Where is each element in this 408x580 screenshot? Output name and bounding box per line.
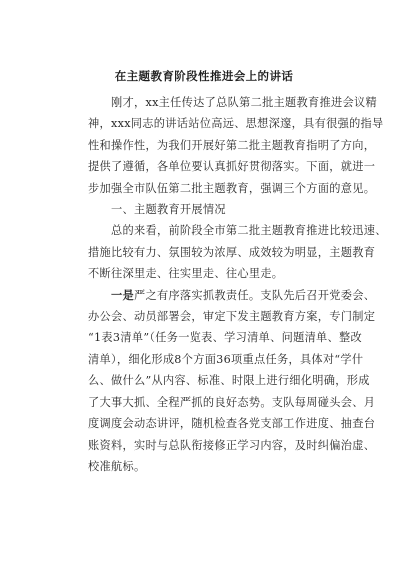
emphasis-label: 一是 — [111, 288, 134, 302]
paragraph-line — [88, 285, 376, 306]
paragraph-line: 校准航标。 — [88, 459, 146, 473]
document-body — [88, 92, 387, 477]
section-heading: 一、主题教育开展情况 — [111, 203, 226, 217]
paragraph-line: 刚才，xx主任传达了总队第二批主题教育推进会议精 — [111, 96, 377, 109]
paragraph-text: 严之有序落实抓教责任。支队先后召开党委会、 — [133, 288, 376, 302]
document-title: 在主题教育阶段性推进会上的讲话 — [114, 69, 294, 83]
paragraph-line: 总的来看，前阶段全市第二批主题教育推进比较迅速、 — [111, 224, 387, 238]
paragraph-line: 提供了遵循，各单位要认真抓好贯彻落实。下面，就进一 — [88, 160, 376, 174]
paragraph-line: 清单），细化形成8个方面36项重点任务，具体对“学什 — [88, 352, 364, 366]
paragraph-line: 性和操作性，为我们开展好第二批主题教育指明了方向， — [88, 138, 376, 152]
paragraph-line: 办公会、动员部署会，审定下发主题教育方案，专门制定 — [88, 310, 376, 324]
paragraph-line: 度调度会动态讲评，随机检查各党支部工作进度、抽查台 — [88, 417, 376, 431]
paragraph-line: 神，xxx同志的讲话站位高远、思想深邃，具有很强的指导 — [88, 117, 384, 131]
paragraph-line: “1表3清单”（任务一览表、学习清单、问题清单、整改 — [88, 331, 363, 345]
paragraph-line: 不断往深里走、往实里走、往心里走。 — [88, 267, 284, 281]
paragraph-line: 了大事大抓、全程严抓的良好态势。支队每周碰头会、月 — [88, 395, 376, 409]
paragraph-line: 账资料，实时与总队衔接修正学习内容，及时纠偏治虚、 — [88, 438, 376, 452]
paragraph-line: 么、做什么”从内容、标准、时限上进行细化明确，形成 — [88, 374, 370, 388]
paragraph-line: 步加强全市队伍第二批主题教育，强调三个方面的意见。 — [88, 181, 376, 195]
paragraph-line: 措施比较有力、氛围较为浓厚、成效较为明显，主题教育 — [88, 245, 376, 259]
